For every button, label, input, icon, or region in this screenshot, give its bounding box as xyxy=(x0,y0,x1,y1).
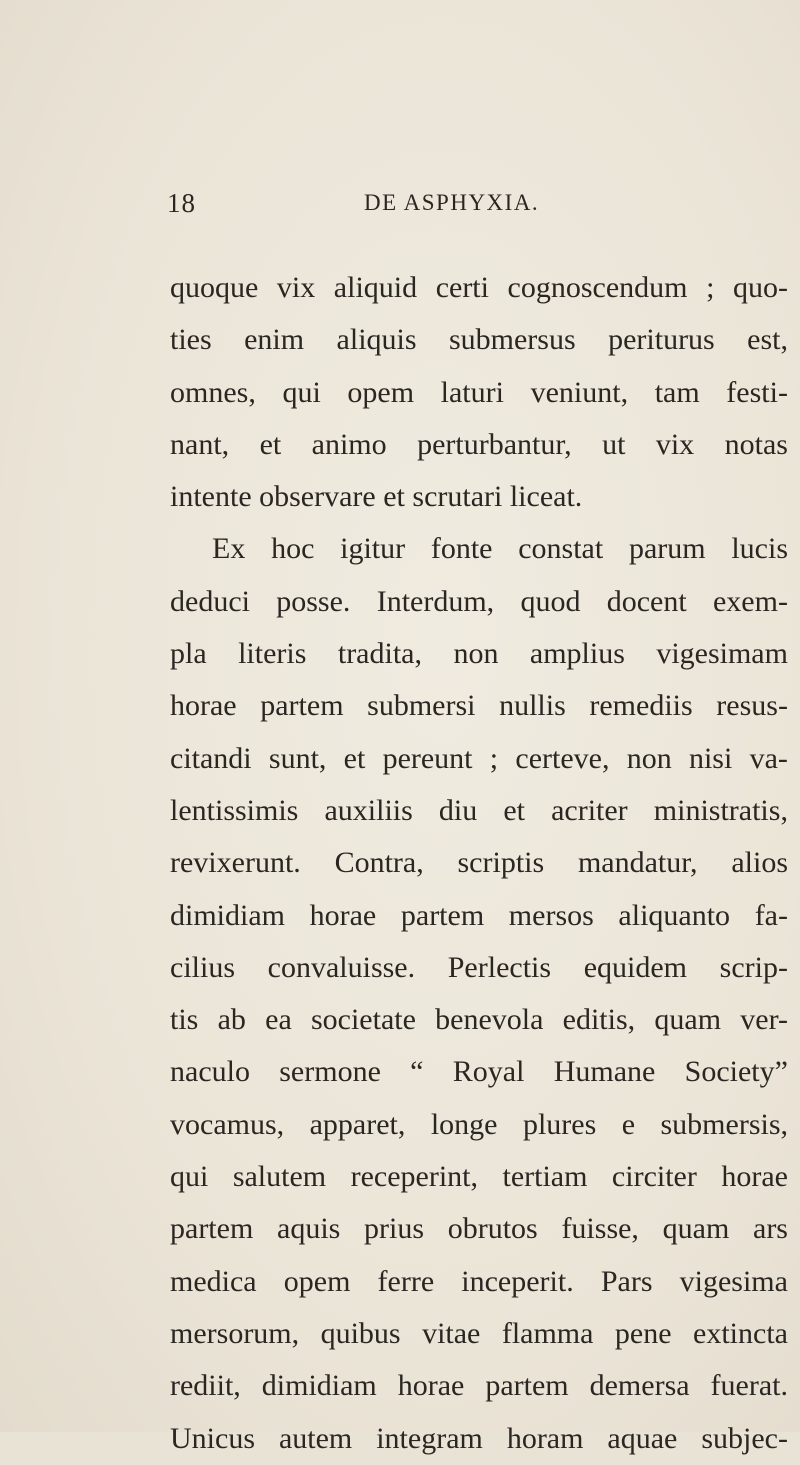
text-line: lentissimis auxiliis diu et acriter ministratis, xyxy=(170,793,788,827)
text-line: naculo sermone “ Royal Humane Society” xyxy=(170,1055,788,1089)
page-number: 18 xyxy=(167,188,196,218)
text-line: dimidiam horae partem mersos aliquanto fa- xyxy=(170,898,788,932)
text-line: mersorum, quibus vitae flamma pene extincta xyxy=(170,1316,788,1350)
text-line: revixerunt. Contra, scriptis mandatur, alios xyxy=(170,846,788,880)
text-line: deduci posse. Interdum, quod docent exem- xyxy=(170,584,788,618)
text-line: medica opem ferre inceperit. Pars vigesima xyxy=(170,1264,788,1298)
text-line: citandi sunt, et pereunt ; certeve, non nisi va- xyxy=(170,741,788,775)
text-line: tis ab ea societate benevola editis, quam ver- xyxy=(170,1003,788,1037)
running-head: DE ASPHYXIA. xyxy=(364,190,540,215)
body-text xyxy=(170,262,788,1465)
text-line: vocamus, apparet, longe plures e submersis, xyxy=(170,1107,788,1141)
text-line: Ex hoc igitur fonte constat parum lucis xyxy=(212,532,788,566)
text-line: Unicus autem integram horam aquae subjec- xyxy=(170,1421,788,1455)
text-line: rediit, dimidiam horae partem demersa fuerat. xyxy=(170,1369,788,1403)
text-line: pla literis tradita, non amplius vigesimam xyxy=(170,637,788,671)
text-line: cilius convaluisse. Perlectis equidem scrip- xyxy=(170,950,788,984)
text-line: horae partem submersi nullis remediis resus- xyxy=(170,689,788,723)
text-line: omnes, qui opem laturi veniunt, tam festi- xyxy=(170,375,788,409)
text-line: quoque vix aliquid certi cognoscendum ; quo- xyxy=(170,271,788,304)
page-header xyxy=(167,188,647,228)
text-line: ties enim aliquis submersus periturus est, xyxy=(170,323,788,357)
text-line: partem aquis prius obrutos fuisse, quam ars xyxy=(170,1212,788,1246)
text-line: intente observare et scrutari liceat. xyxy=(170,480,583,514)
text-line: qui salutem receperint, tertiam circiter horae xyxy=(170,1160,788,1194)
text-line: nant, et animo perturbantur, ut vix notas xyxy=(170,427,788,461)
